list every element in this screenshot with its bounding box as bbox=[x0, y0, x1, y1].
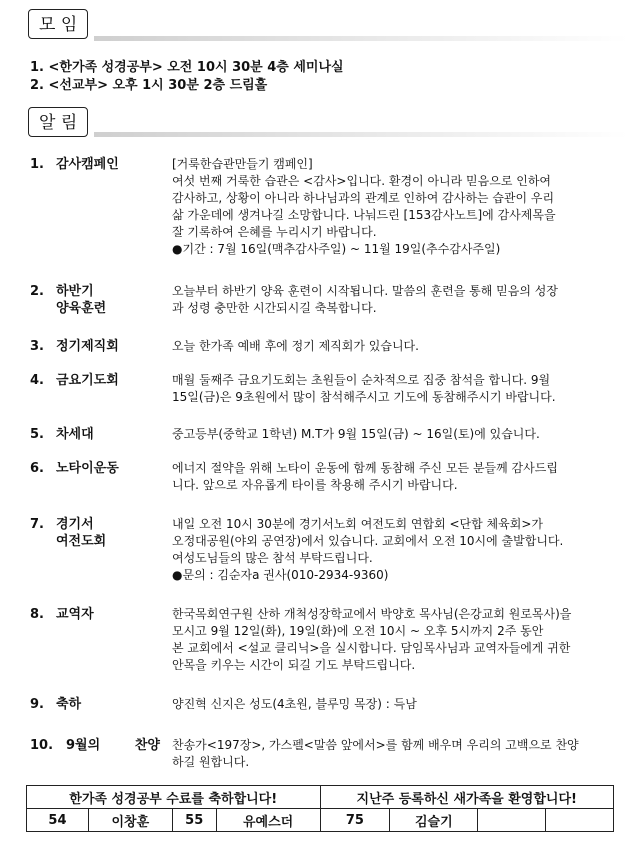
item-body: 오늘부터 하반기 양육 훈련이 시작됩니다. 말씀의 훈련을 통해 믿음의 성장 과 성령 충만한 시간되시길 축복합니다. bbox=[172, 284, 558, 315]
item-body: 오늘 한가족 예배 후에 정기 제직회가 있습니다. bbox=[172, 339, 419, 353]
item-title: 감사캠페인 bbox=[56, 157, 119, 172]
item-number: 10. bbox=[30, 738, 54, 753]
item-title: 정기제직회 bbox=[56, 339, 119, 354]
item-title: 노타이운동 bbox=[56, 461, 119, 476]
item-body: 중고등부(중학교 1학년) M.T가 9월 15일(금) ~ 16일(토)에 있습니다. bbox=[172, 427, 540, 441]
table-header-graduation: 한가족 성경공부 수료를 축하합니다! bbox=[27, 786, 321, 809]
table-cell: 75 bbox=[320, 809, 390, 832]
item-title: 하반기 양육훈련 bbox=[56, 284, 107, 316]
new-family-table bbox=[26, 785, 614, 832]
table-cell: 55 bbox=[172, 809, 216, 832]
item-number: 4. bbox=[30, 373, 44, 388]
section-tab-meeting: 모 임 bbox=[28, 9, 88, 39]
table-cell: 54 bbox=[27, 809, 89, 832]
table-header-newcomers: 지난주 등록하신 새가족을 환영합니다! bbox=[320, 786, 614, 809]
item-body: 에너지 절약을 위해 노타이 운동에 함께 동참해 주신 모든 분들께 감사드립 니다. 앞으로 자유롭게 타이를 착용해 주시기 바랍니다. bbox=[172, 461, 558, 492]
item-title: 교역자 bbox=[56, 607, 94, 622]
item-number: 5. bbox=[30, 427, 44, 442]
table-cell: 김슬기 bbox=[390, 809, 478, 832]
meeting-line-1: 1. <한가족 성경공부> 오전 10시 30분 4층 세미나실 bbox=[30, 60, 344, 75]
item-number: 2. bbox=[30, 284, 44, 299]
meeting-line-2: 2. <선교부> 오후 1시 30분 2층 드림홀 bbox=[30, 78, 268, 93]
section-divider bbox=[94, 36, 628, 41]
item-title: 경기서 여전도회 bbox=[56, 517, 107, 549]
table-cell: 이창훈 bbox=[88, 809, 172, 832]
item-title: 9월의 찬양 bbox=[66, 738, 160, 753]
item-body: 내일 오전 10시 30분에 경기서노회 여전도회 연합회 <단합 체육회>가 오정대공원(야외 공연장)에서 있습니다. 교회에서 오전 10시에 출발합니다. 여성도님들의 많은 참석 부탁드립니다. ●문의 : 김순자a 권사(010-2934-9360) bbox=[172, 517, 564, 582]
item-body: [거룩한습관만들기 캠페인] 여섯 번째 거룩한 습관은 <감사>입니다. 환경이 아니라 믿음으로 인하여 감사하고, 상황이 아니라 하나님과의 관계로 인하여 감사하는 습관이 우리 삶 가운데에 생겨나길 소망합니다. 나눠드린 [153감사노트]에 감사제목을 잘 기록하여 은혜를 누리시기 바랍니다. ●기간 : 7월 16일(맥추감사주일) ~ 11월 19일(추수감사주일) bbox=[172, 157, 556, 256]
section-divider bbox=[94, 132, 628, 137]
section-tab-notice: 알 림 bbox=[28, 107, 88, 137]
table-cell bbox=[546, 809, 614, 832]
item-number: 6. bbox=[30, 461, 44, 476]
item-title: 금요기도회 bbox=[56, 373, 119, 388]
table-cell bbox=[478, 809, 546, 832]
item-body: 양진혁 신지은 성도(4초원, 블루밍 목장) : 득남 bbox=[172, 697, 417, 711]
item-title: 차세대 bbox=[56, 427, 94, 442]
item-number: 3. bbox=[30, 339, 44, 354]
item-title: 축하 bbox=[56, 697, 82, 712]
item-number: 9. bbox=[30, 697, 44, 712]
item-body: 매월 둘째주 금요기도회는 초원들이 순차적으로 집중 참석을 합니다. 9월 15일(금)은 9초원에서 많이 참석해주시고 기도에 동참해주시기 바랍니다. bbox=[172, 373, 556, 404]
item-body: 한국목회연구원 산하 개척성장학교에서 박양호 목사님(은강교회 원로목사)을 모시고 9월 12일(화), 19일(화)에 오전 10시 ~ 오후 5시까지 2주 동안 본 교회에서 <설교 클리닉>을 실시합니다. 담임목사님과 교역자들에게 귀한 안목을 키우는 시간이 되길 기도 부탁드립니다. bbox=[172, 607, 572, 672]
item-number: 1. bbox=[30, 157, 44, 172]
item-body: 찬송가<197장>, 가스펠<말씀 앞에서>를 함께 배우며 우리의 고백으로 찬양 하길 원합니다. bbox=[172, 738, 579, 769]
table-cell: 유예스더 bbox=[216, 809, 320, 832]
item-number: 7. bbox=[30, 517, 44, 532]
item-number: 8. bbox=[30, 607, 44, 622]
